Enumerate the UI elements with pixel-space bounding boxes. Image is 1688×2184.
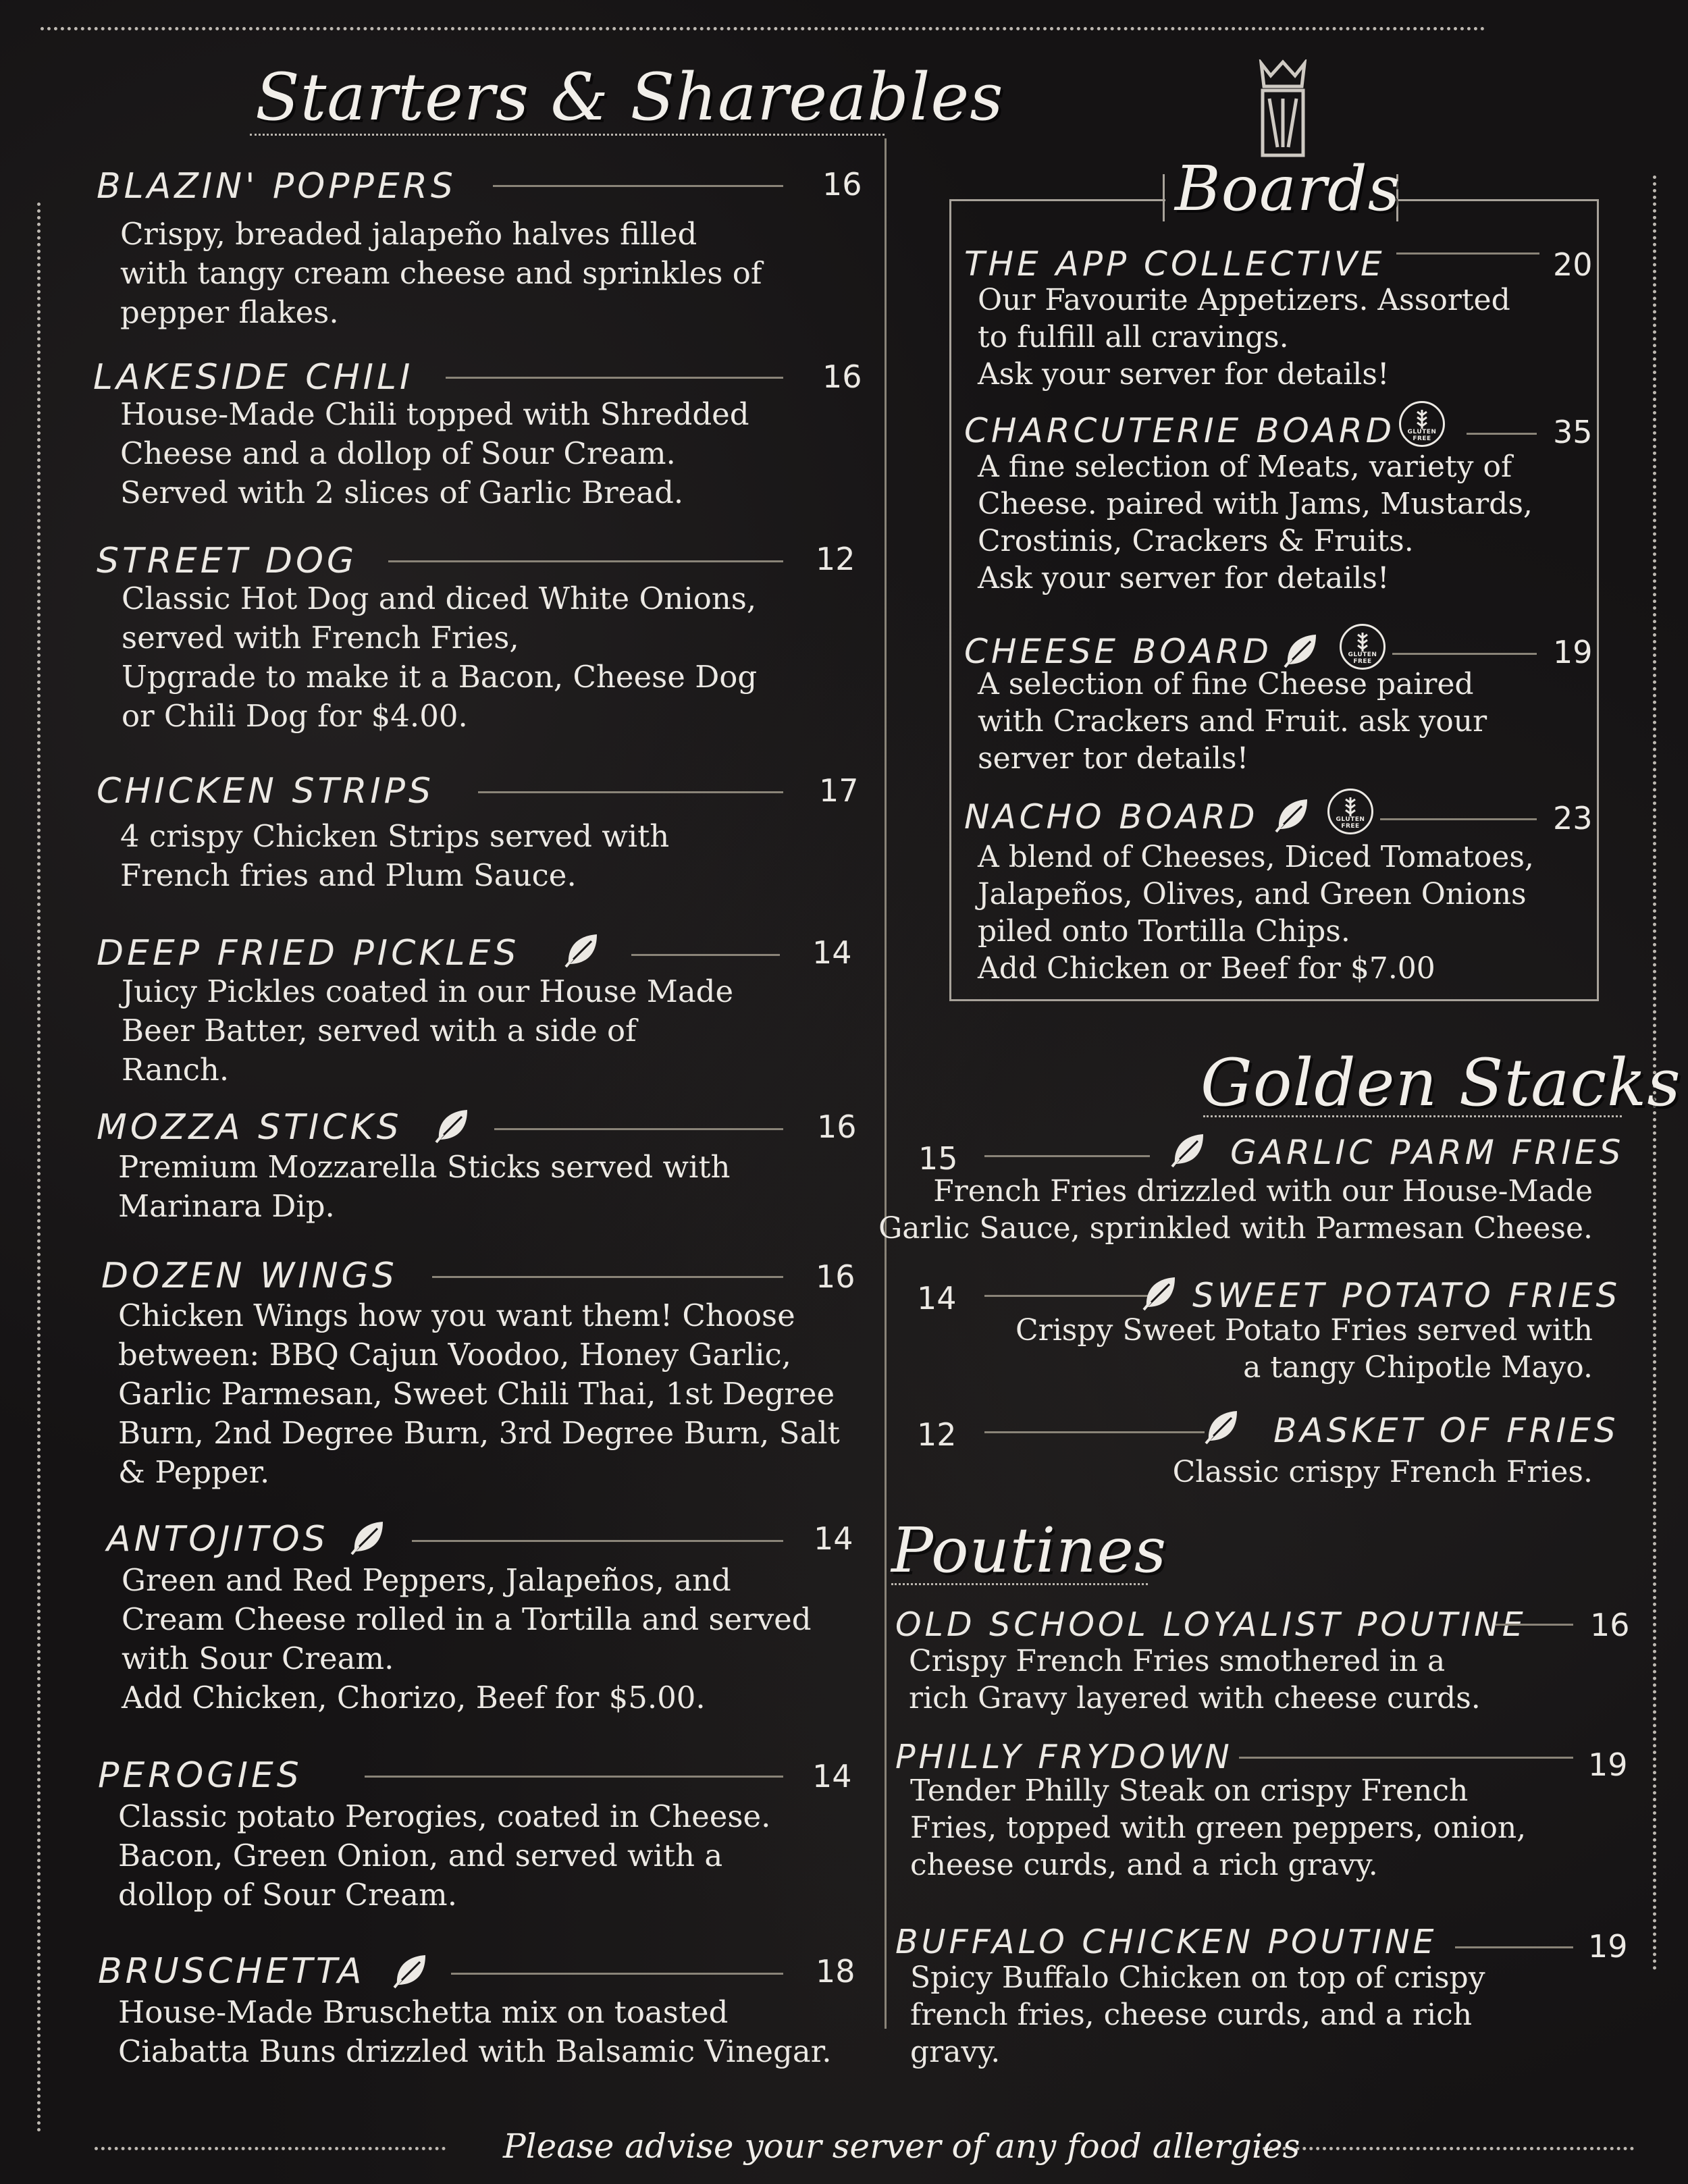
- item-name: NACHO BOARD: [964, 797, 1259, 836]
- item-name: CHEESE BOARD: [964, 632, 1273, 671]
- item-name: DEEP FRIED PICKLES: [97, 933, 520, 974]
- item-price: 14: [812, 1758, 852, 1794]
- item-name: PEROGIES: [98, 1755, 302, 1796]
- top-dotted-border: [41, 27, 1485, 30]
- poutines-heading: Poutines: [891, 1514, 1167, 1587]
- item-price: 14: [814, 1520, 853, 1557]
- allergy-notice: Please advise your server of any food allergies: [503, 2127, 1300, 2166]
- item-description: Chicken Wings how you want them! Choose between: BBQ Cajun Voodoo, Honey Garlic, Garlic Parmesan, Sweet Chili Thai, 1st Degree Burn, 2nd Degree Burn, 3rd Degree Burn, Salt & Pepper.: [118, 1298, 840, 1490]
- leader-line: [1455, 1946, 1573, 1948]
- leader-line: [446, 377, 783, 379]
- column-divider: [885, 138, 887, 2029]
- leader-line: [984, 1431, 1205, 1433]
- item-price: 17: [819, 772, 859, 809]
- item-price: 19: [1588, 1747, 1628, 1783]
- gluten-free-icon: GLUTEN FREE: [1399, 401, 1445, 447]
- leader-line: [493, 185, 783, 187]
- item-name: CHICKEN STRIPS: [97, 771, 435, 811]
- item-description: Crispy Sweet Potato Fries served with a tangy Chipotle Mayo.: [1016, 1313, 1593, 1385]
- item-name: LAKESIDE CHILI: [93, 357, 414, 398]
- item-name: MOZZA STICKS: [97, 1107, 402, 1148]
- leader-line: [412, 1540, 783, 1542]
- item-price: 12: [917, 1416, 957, 1453]
- leader-line: [451, 1973, 783, 1975]
- item-description: A blend of Cheeses, Diced Tomatoes, Jalapeños, Olives, and Green Onions piled onto Tortilla Chips. Add Chicken or Beef for $7.00: [978, 840, 1534, 986]
- starters-heading: Starters & Shareables: [255, 59, 1004, 135]
- item-description: Crispy French Fries smothered in a rich Gravy layered with cheese curds.: [909, 1644, 1481, 1715]
- vegetarian-leaf-icon: [562, 929, 602, 969]
- item-description: A fine selection of Meats, variety of Cheese. paired with Jams, Mustards, Crostinis, Crackers & Fruits. Ask your server for details!: [978, 450, 1533, 595]
- leader-line: [984, 1295, 1151, 1297]
- boards-heading-bracket-left: [1163, 174, 1165, 221]
- item-price: 15: [918, 1140, 958, 1177]
- item-description: Spicy Buffalo Chicken on top of crispy french fries, cheese curds, and a rich gravy.: [910, 1961, 1485, 2069]
- item-price: 20: [1553, 246, 1593, 283]
- gluten-free-icon: GLUTEN FREE: [1340, 624, 1386, 670]
- item-price: 18: [816, 1953, 855, 1990]
- item-name: OLD SCHOOL LOYALIST POUTINE: [895, 1605, 1527, 1644]
- item-price: 16: [816, 1258, 855, 1295]
- item-description: Our Favourite Appetizers. Assorted to fulfill all cravings. Ask your server for details!: [978, 283, 1510, 392]
- leader-line: [1392, 653, 1537, 655]
- vegetarian-leaf-icon: [348, 1516, 388, 1557]
- vegetarian-leaf-icon: [1140, 1272, 1180, 1312]
- golden-stacks-underline: [1203, 1115, 1622, 1117]
- item-price: 16: [817, 1109, 857, 1145]
- leader-line: [388, 560, 783, 562]
- vegetarian-leaf-icon: [432, 1104, 473, 1145]
- item-description: Premium Mozzarella Sticks served with Marinara Dip.: [118, 1149, 731, 1224]
- golden-stacks-heading: Golden Stacks: [1201, 1045, 1681, 1121]
- left-dotted-border: [37, 203, 41, 2133]
- item-name: STREET DOG: [97, 541, 358, 581]
- item-price: 19: [1588, 1928, 1628, 1965]
- item-name: DOZEN WINGS: [101, 1256, 398, 1296]
- leader-line: [365, 1776, 783, 1778]
- item-description: French Fries drizzled with our House-Made Garlic Sauce, sprinkled with Parmesan Cheese.: [878, 1174, 1593, 1246]
- item-description: Classic potato Perogies, coated in Cheese. Bacon, Green Onion, and served with a dollop of Sour Cream.: [118, 1799, 771, 1913]
- item-name: SWEET POTATO FRIES: [1192, 1276, 1621, 1315]
- gluten-free-icon: GLUTEN FREE: [1327, 789, 1373, 834]
- item-name: BLAZIN' POPPERS: [97, 166, 456, 207]
- leader-line: [494, 1128, 783, 1130]
- item-description: Green and Red Peppers, Jalapeños, and Cream Cheese rolled in a Tortilla and served with Sour Cream. Add Chicken, Chorizo, Beef for $5.00.: [122, 1562, 812, 1715]
- poutines-underline: [891, 1583, 1148, 1585]
- item-description: Classic Hot Dog and diced White Onions, served with French Fries, Upgrade to make it a Bacon, Cheese Dog or Chili Dog for $4.00.: [122, 581, 758, 734]
- item-name: BUFFALO CHICKEN POUTINE: [895, 1923, 1438, 1961]
- leader-line: [1396, 252, 1539, 255]
- leader-line: [1467, 433, 1537, 435]
- leader-line: [478, 791, 783, 793]
- item-price: 16: [1590, 1607, 1630, 1643]
- item-price: 16: [822, 358, 862, 395]
- item-description: House-Made Chili topped with Shredded Cheese and a dollop of Sour Cream. Served with 2 slices of Garlic Bread.: [120, 396, 749, 510]
- leader-line: [984, 1155, 1150, 1157]
- vegetarian-leaf-icon: [1202, 1406, 1242, 1446]
- item-name: BASKET OF FRIES: [1273, 1411, 1619, 1450]
- vegetarian-leaf-icon: [1272, 794, 1313, 834]
- item-description: Crispy, breaded jalapeño halves filled with tangy cream cheese and sprinkles of pepper flakes.: [120, 216, 762, 330]
- item-name: THE APP COLLECTIVE: [964, 244, 1386, 284]
- leader-line: [1496, 1624, 1573, 1626]
- item-price: 23: [1553, 800, 1593, 836]
- leader-line: [1380, 818, 1537, 820]
- leader-line: [631, 954, 780, 956]
- item-name: CHARCUTERIE BOARD: [964, 411, 1396, 450]
- item-price: 14: [812, 934, 852, 971]
- item-name: PHILLY FRYDOWN: [895, 1738, 1233, 1776]
- vegetarian-leaf-icon: [390, 1950, 431, 1990]
- vegetarian-leaf-icon: [1168, 1129, 1209, 1169]
- leader-line: [432, 1276, 783, 1278]
- item-price: 19: [1553, 634, 1593, 670]
- item-name: GARLIC PARM FRIES: [1230, 1133, 1625, 1172]
- item-price: 16: [822, 166, 862, 203]
- item-price: 12: [816, 541, 855, 577]
- vegetarian-leaf-icon: [1281, 629, 1321, 670]
- starters-heading-underline: [250, 134, 885, 136]
- item-description: Tender Philly Steak on crispy French Fries, topped with green peppers, onion, cheese curds, and a rich gravy.: [910, 1774, 1527, 1882]
- item-description: Juicy Pickles coated in our House Made Beer Batter, served with a side of Ranch.: [122, 974, 734, 1088]
- item-name: ANTOJITOS: [107, 1519, 329, 1560]
- item-description: A selection of fine Cheese paired with Crackers and Fruit. ask your server tor details!: [978, 667, 1487, 776]
- bottom-dotted-border-right: [1256, 2147, 1634, 2150]
- item-price: 35: [1553, 414, 1593, 450]
- item-description: House-Made Bruschetta mix on toasted Ciabatta Buns drizzled with Balsamic Vinegar.: [118, 1994, 832, 2069]
- bottom-dotted-border-left: [95, 2147, 446, 2150]
- crown-logo-icon: [1249, 59, 1317, 161]
- item-price: 14: [917, 1280, 957, 1316]
- item-name: BRUSCHETTA: [98, 1951, 365, 1992]
- item-description: Classic crispy French Fries.: [1172, 1455, 1593, 1489]
- leader-line: [1239, 1757, 1573, 1759]
- item-description: 4 crispy Chicken Strips served with French fries and Plum Sauce.: [120, 818, 670, 893]
- boards-heading: Boards: [1175, 153, 1400, 225]
